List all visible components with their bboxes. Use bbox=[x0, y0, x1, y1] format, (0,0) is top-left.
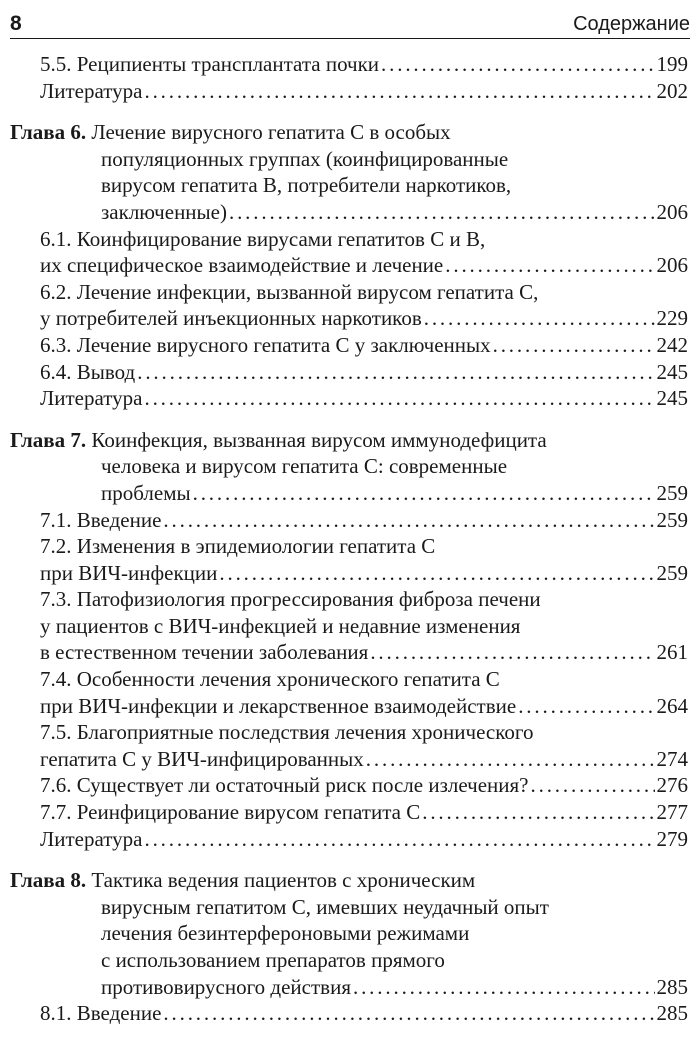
toc-entry-7-4[interactable]: 7.4. Особенности лечения хронического гепатита C bbox=[40, 667, 500, 692]
toc-page: 206 bbox=[656, 253, 688, 278]
running-title: Содержание bbox=[573, 13, 690, 35]
toc-entry-ch5-literature[interactable]: Литература . . . 202 bbox=[10, 78, 688, 105]
toc-page: 274 bbox=[656, 746, 688, 771]
toc-entry-7-2[interactable]: 7.2. Изменения в эпидемиологии гепатита C bbox=[40, 534, 436, 559]
toc-page: 285 bbox=[656, 1001, 688, 1026]
toc-entry-7-3[interactable]: 7.3. Патофизиология прогрессирования фиброза печени bbox=[40, 587, 541, 612]
toc-entry-7-7[interactable]: 7.7. Реинфицирование вирусом гепатита C . . . 277 bbox=[10, 799, 688, 826]
toc-entry-7-6[interactable]: 7.6. Существует ли остаточный риск после излечения? . . . 276 bbox=[10, 772, 688, 799]
toc-entry-6-4[interactable]: 6.4. Вывод . . . 245 bbox=[10, 359, 688, 386]
toc-page: 229 bbox=[656, 306, 688, 331]
toc-page: 279 bbox=[656, 826, 688, 851]
toc-entry-8-1[interactable]: 8.1. Введение . . . 285 bbox=[10, 1000, 688, 1027]
toc-page: 264 bbox=[656, 693, 688, 718]
toc-chapter-7[interactable]: Глава 7. Коинфекция, вызванная вирусом иммунодефицита bbox=[10, 427, 547, 452]
toc-page: 285 bbox=[656, 974, 688, 999]
toc-page: 245 bbox=[656, 386, 688, 411]
chapter-label: Глава 8. bbox=[10, 868, 87, 893]
toc-page: 276 bbox=[656, 773, 688, 798]
toc-entry-ch6-literature[interactable]: Литература . . . 245 bbox=[10, 385, 688, 412]
header-rule bbox=[10, 38, 690, 39]
toc-page: 206 bbox=[656, 199, 688, 224]
toc-entry-6-2[interactable]: 6.2. Лечение инфекции, вызванной вирусом гепатита C, bbox=[40, 279, 539, 304]
toc-chapter-6[interactable]: Глава 6. Лечение вирусного гепатита C в особых bbox=[10, 120, 451, 145]
toc-entry-5-5[interactable]: 5.5. Реципиенты трансплантата почки . . . 199 bbox=[10, 51, 688, 78]
toc-entry-7-5[interactable]: 7.5. Благоприятные последствия лечения хронического bbox=[40, 720, 534, 745]
toc-page: 242 bbox=[656, 332, 688, 357]
toc-page: 245 bbox=[656, 359, 688, 384]
toc-page: 259 bbox=[656, 507, 688, 532]
toc-page: 277 bbox=[656, 800, 688, 825]
page-number: 8 bbox=[10, 12, 22, 35]
page-header bbox=[10, 4, 690, 36]
toc-entry-7-1[interactable]: 7.1. Введение . . . 259 bbox=[10, 507, 688, 534]
toc-entry-6-3[interactable]: 6.3. Лечение вирусного гепатита C у заключенных . . . 242 bbox=[10, 332, 688, 359]
toc-page: 199 bbox=[656, 52, 688, 76]
chapter-label: Глава 6. bbox=[10, 120, 87, 145]
toc-page: 259 bbox=[656, 480, 688, 505]
toc-page: 261 bbox=[656, 640, 688, 665]
toc-entry-ch7-literature[interactable]: Литература . . . 279 bbox=[10, 826, 688, 853]
toc-chapter-8[interactable]: Глава 8. Тактика ведения пациентов с хроническим bbox=[10, 868, 476, 893]
toc-entry-6-1[interactable]: 6.1. Коинфицирование вирусами гепатитов C и B, bbox=[40, 226, 486, 251]
toc-page: 202 bbox=[656, 78, 688, 103]
chapter-label: Глава 7. bbox=[10, 427, 87, 452]
toc-page: 259 bbox=[656, 560, 688, 585]
table-of-contents: 5.5. Реципиенты трансплантата почки . . . 199 Литература . . . 202 Глава 6. Лечение вирусного гепатита C в особых популяционных группах (коинфицированные вирусом гепатита B, потребители наркотиков, заключенные) . . . 206 6.1. Коинфицирование вирусами гепатитов C и B, их специфическое взаимодействие и лечение . . . 206 6.2. Лечение инфекции, вызванной вирусом гепатита C, у потребителей инъекционных наркотиков . . . 229 6.3. Лечение вирусного гепатита C у заключенных . . . 242 6.4. Вывод . . . 245 Литература . . . 245 Глава 7. Коинфекция, вызванная вирусом иммунодефицита человека и вирусом гепатита C: современные проблемы . . . 259 7.1. Введение . . . 259 7.2. Изменения в эпидемиологии гепатита C при ВИЧ-инфекции . . . 259 7.3. Патофизиология прогрессирования фиброза печени у пациентов с ВИЧ-инфекцией и недавние изменения в естественном течении заболевания . . . 261 7.4. Особенности лечения хронического гепатита C при ВИЧ-инфекции и лекарственное взаимодействие . . . 264 7.5. Благоприятные последствия лечения хронического гепатита C у ВИЧ-инфицированных . . . 274 7.6. Существует ли остаточный риск после излечения? . . . 276 7.7. Реинфицирование вирусом гепатита C . . . 277 Литература . . . 279 Глава 8. Тактика ведения пациентов с хроническим вирусным гепатитом C, имевших неудачный опыт лечения безинтерфероновыми режимами с использованием препаратов прямого противовирусного действия . . . 285 8.1. Введение . . . 285 bbox=[10, 51, 688, 1027]
